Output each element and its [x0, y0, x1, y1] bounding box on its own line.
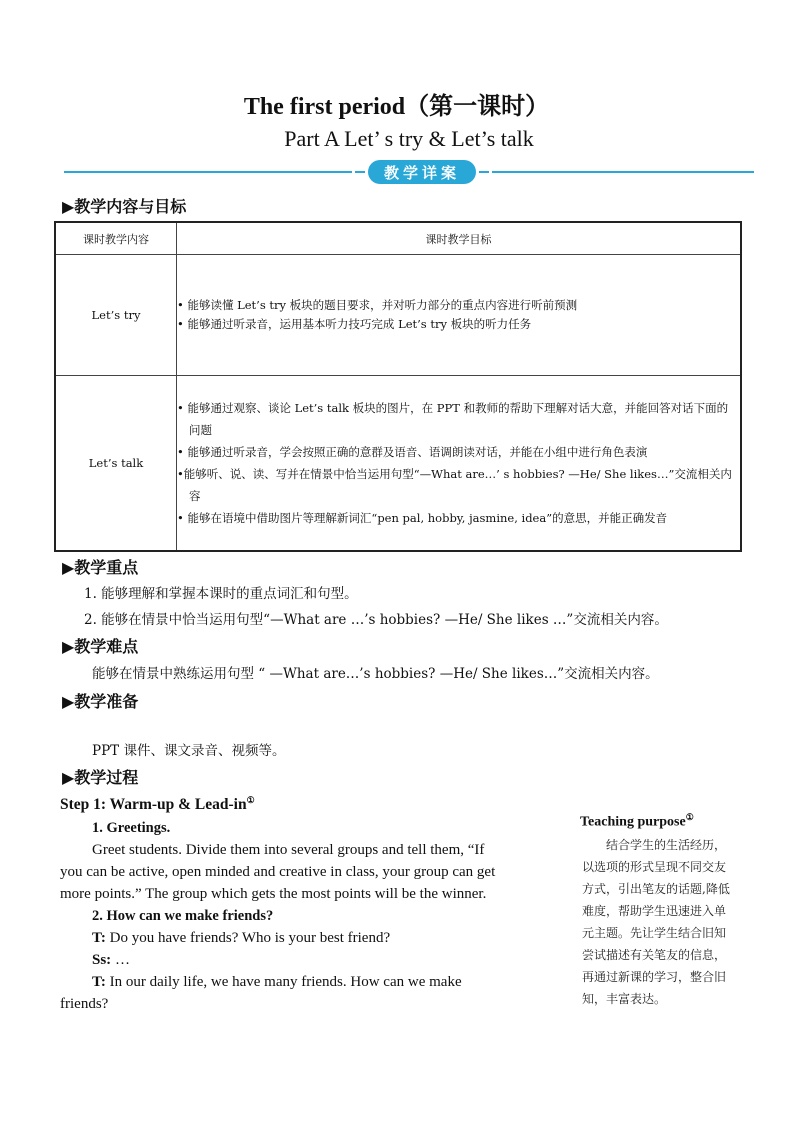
dialog-speaker: T: [92, 974, 106, 990]
section-heading-process: ▶教学过程 [62, 768, 139, 787]
table-header-content: 课时教学内容 [55, 222, 177, 255]
table-row [55, 255, 741, 376]
page-title: The first period（第一课时） [243, 94, 550, 120]
dialog-line: friends? [60, 996, 109, 1012]
paragraph-line: more points.” The group which gets the most points will be the winner. [60, 886, 487, 902]
sidebar-title [580, 812, 694, 831]
dialog-line [92, 974, 462, 991]
sidebar-line: 元主题。先让学生结合旧知 [582, 926, 727, 940]
paragraph-line: you can be active, open minded and creative in class, your group can get [60, 864, 496, 880]
banner [352, 159, 492, 185]
table-cell-name: Let’s talk [55, 376, 177, 552]
footnote-mark: ① [685, 812, 694, 822]
step-title [60, 795, 255, 814]
dialog-line [92, 952, 130, 969]
banner-deco-right [479, 171, 489, 173]
footnote-mark: ① [246, 795, 255, 805]
sidebar-line: 难度，帮助学生迅速进入单 [582, 904, 727, 918]
paragraph-line: Greet students. Divide them into several groups and tell them, “If [92, 842, 485, 858]
sidebar-line: 知，丰富表达。 [582, 992, 667, 1006]
goal-item: • 能够通过观察、谈论 Let’s talk 板块的图片，在 PPT 和教师的帮助下理解对话大意，并能回答对话下面的问题 [177, 401, 729, 437]
table-cell-goals [177, 255, 742, 376]
sidebar-body [582, 834, 762, 1010]
step-subheading: 2. How can we make friends? [92, 908, 274, 924]
dialog-text: Do you have friends? Who is your best friend? [105, 930, 391, 946]
key-point-item: 1. 能够理解和掌握本课时的重点词汇和句型。 [84, 586, 358, 602]
dialog-speaker: Ss: [92, 952, 112, 968]
banner-deco-left [355, 171, 365, 173]
table-header-row [55, 222, 741, 255]
dialog-text: … [111, 952, 130, 968]
section-heading-preparation: ▶教学准备 [62, 692, 139, 711]
key-point-item: 2. 能够在情景中恰当运用句型“—What are …’s hobbies? —He/ She likes …”交流相关内容。 [84, 612, 668, 628]
step-subheading: 1. Greetings. [92, 820, 171, 836]
table-header-goals: 课时教学目标 [177, 222, 742, 255]
table-cell-goals [177, 376, 742, 552]
dialog-line [92, 930, 390, 947]
section-heading-content-goals: ▶教学内容与目标 [62, 197, 187, 216]
banner-label: 教学详案 [368, 160, 477, 184]
table-cell-name: Let’s try [55, 255, 177, 376]
page-subtitle: Part A Let’ s try & Let’s talk [284, 126, 534, 151]
sidebar-line: 以选项的形式呈现不同交友 [582, 860, 727, 874]
sidebar-line: 结合学生的生活经历， [606, 838, 727, 852]
table-row [55, 376, 741, 552]
sidebar-line: 尝试描述有关笔友的信息， [582, 948, 727, 962]
goal-item: • 能够在语境中借助图片等理解新词汇“pen pal, hobby, jasmine, idea”的意思，并能正确发音 [177, 511, 668, 525]
section-heading-difficulties: ▶教学难点 [62, 637, 139, 656]
goal-item: • 能够读懂 Let’s try 板块的题目要求，并对听力部分的重点内容进行听前预测 [177, 298, 578, 312]
step-title-text: Step 1: Warm-up & Lead-in [60, 796, 247, 814]
sidebar-line: 再通过新课的学习，整合旧 [582, 970, 727, 984]
section-heading-key-points: ▶教学重点 [62, 558, 139, 577]
goal-item: •能够听、说、读、写并在情景中恰当运用句型“—What are…’ s hobbies? —He/ She likes…”交流相关内容 [177, 467, 732, 503]
goal-item: • 能够通过听录音，运用基本听力技巧完成 Let’s try 板块的听力任务 [177, 317, 532, 331]
preparation-text: PPT 课件、课文录音、视频等。 [92, 743, 286, 759]
dialog-speaker: T: [92, 930, 106, 946]
goals-table [54, 221, 742, 552]
sidebar-line: 方式，引出笔友的话题,降低 [582, 882, 730, 896]
difficulty-text: 能够在情景中熟练运用句型 “ —What are…’s hobbies? —He/ She likes…”交流相关内容。 [92, 666, 659, 682]
sidebar-title-text: Teaching purpose [580, 814, 686, 830]
dialog-text: In our daily life, we have many friends. How can we make [105, 974, 462, 990]
goal-item: • 能够通过听录音，学会按照正确的意群及语音、语调朗读对话，并能在小组中进行角色表演 [177, 445, 648, 459]
